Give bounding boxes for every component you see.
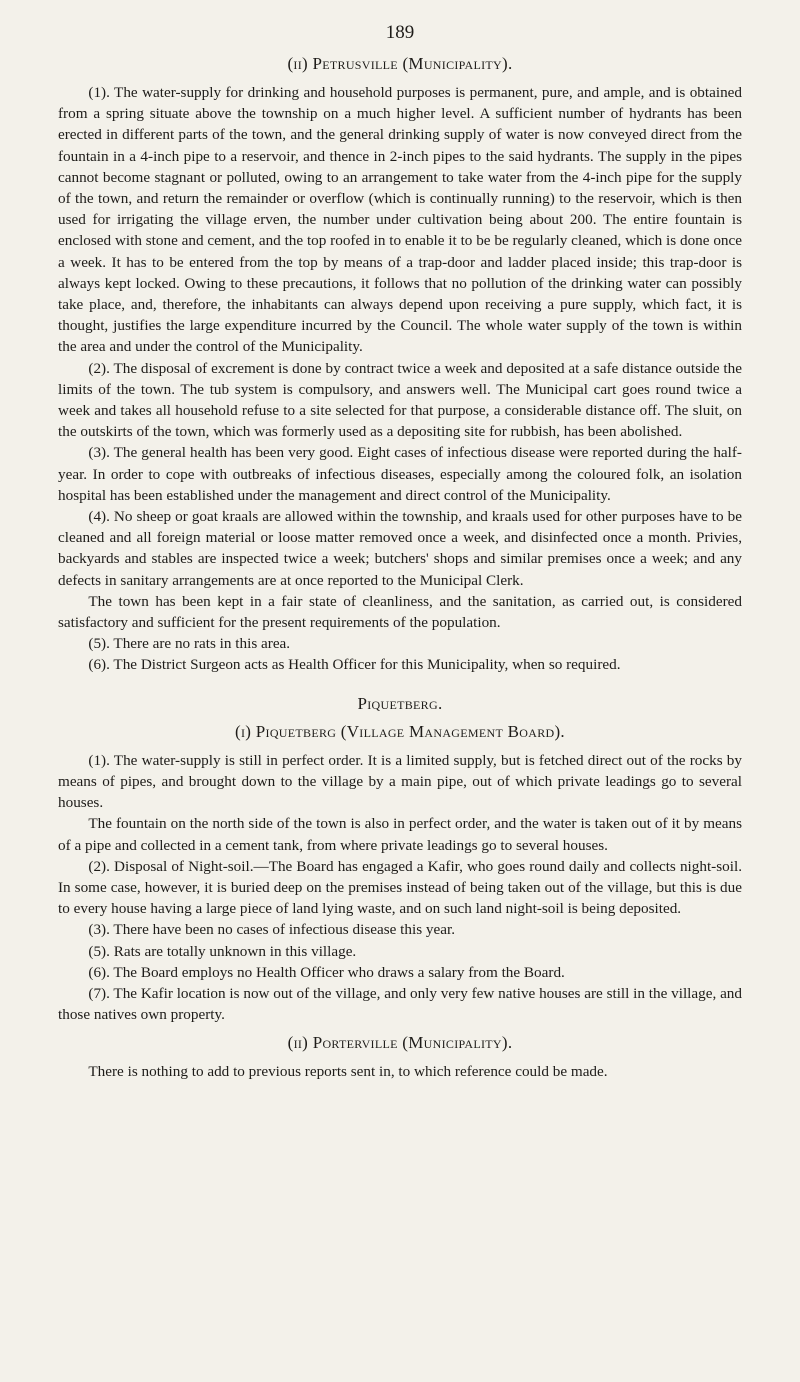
paragraph: (2). Disposal of Night-soil.—The Board has engaged a Kafir, who goes round daily and collects night-soil. In some case, however, it is buried deep on the premises instead of being taken out of the village, but this is due to every house having a large piece of land lying waste, and on such land night-soil is being deposited. (58, 857, 742, 918)
paragraph: (1). The water-supply for drinking and household purposes is permanent, pure, and ample, and is obtained from a spring situate above the township on a much higher level. A sufficient number of hydrants has been erected in different parts of the town, and the general drinking supply of water is now conveyed direct from the fountain in a 4-inch pipe to a reservoir, and thence in 2-inch pipes to the said hydrants. The supply in the pipes cannot become stagnant or polluted, owing to an arrangement to take water from the 4-inch pipe for the supply of the town, and return the remainder or overflow (which is continually running) to the reservoir, which is then used for irrigating the village erven, the number under cultivation being about 200. The entire fountain is enclosed with stone and cement, and the top roofed in to enable it to be be regularly cleaned, which is done once a week. It has to be entered from the top by means of a trap-door and ladder placed inside; this trap-door is always kept locked. Owing to these precautions, it follows that no pollution of the drinking water can possibly take place, and, therefore, the inhabitants can always depend upon receiving a pure supply, which fact, it is thought, justifies the large expenditure incurred by the Council. The whole water supply of the town is within the area and under the control of the Municipality. (58, 84, 742, 356)
paragraph: (5). Rats are totally unknown in this village. (88, 942, 357, 960)
section-heading-piquetberg: Piquetberg. (357, 693, 443, 713)
paragraph: (4). No sheep or goat kraals are allowed within the township, and kraals used for other purposes have to be cleaned and all foreign material or loose matter removed once a week, and disinfected once a month. Privies, backyards and stables are inspected twice a week; butchers' shops and similar premises once a week; and any defects in sanitary arrangements are at once reported to the Municipal Clerk. (58, 508, 742, 589)
paragraph: (3). There have been no cases of infectious disease this year. (88, 921, 456, 939)
paragraph: The town has been kept in a fair state of cleanliness, and the sanitation, as carried out, is considered satisfactory and sufficient for the present requirements of the population. (58, 592, 742, 632)
paragraph: (7). The Kafir location is now out of the village, and only very few native houses are still in the village, and those natives own property. (58, 984, 742, 1024)
paragraph: (6). The District Surgeon acts as Health Officer for this Municipality, when so required. (88, 656, 621, 674)
paragraph: The fountain on the north side of the town is also in perfect order, and the water is taken out of it by means of a pipe and collected in a cement tank, from where private leadings go to several houses. (58, 815, 742, 854)
paragraph: (6). The Board employs no Health Officer who draws a salary from the Board. (88, 963, 565, 981)
paragraph: (5). There are no rats in this area. (88, 635, 291, 653)
subsection-heading-piquetberg-board: (i) Piquetberg (Village Management Board). (235, 721, 565, 741)
page-number: 189 (385, 22, 415, 43)
paragraph: (1). The water-supply is still in perfect order. It is a limited supply, but is fetched direct out of the rocks by means of pipes, and brought down to the village by a main pipe, out of which private leadings go to several houses. (58, 751, 742, 812)
section-heading-petrusville: (ii) Petrusville (Municipality). (287, 54, 513, 73)
paragraph: (2). The disposal of excrement is done by contract twice a week and deposited at a safe distance outside the limits of the town. The tub system is compulsory, and answers well. The Municipal cart goes round twice a week and takes all household refuse to a site selected for that purpose, a considerable distance off. The sluit, on the outskirts of the town, which was formerly used as a depositing site for rubbish, has been abolished. (58, 359, 742, 441)
paragraph: (3). The general health has been very good. Eight cases of infectious disease were reported during the half-year. In order to cope with outbreaks of infectious diseases, especially among the coloured folk, an isolation hospital has been established under the management and direct control of the Municipality. (58, 444, 742, 504)
section-heading-porterville: (ii) Porterville (Municipality). (287, 1033, 513, 1053)
paragraph: There is nothing to add to previous reports sent in, to which reference could be made. (88, 1063, 608, 1081)
